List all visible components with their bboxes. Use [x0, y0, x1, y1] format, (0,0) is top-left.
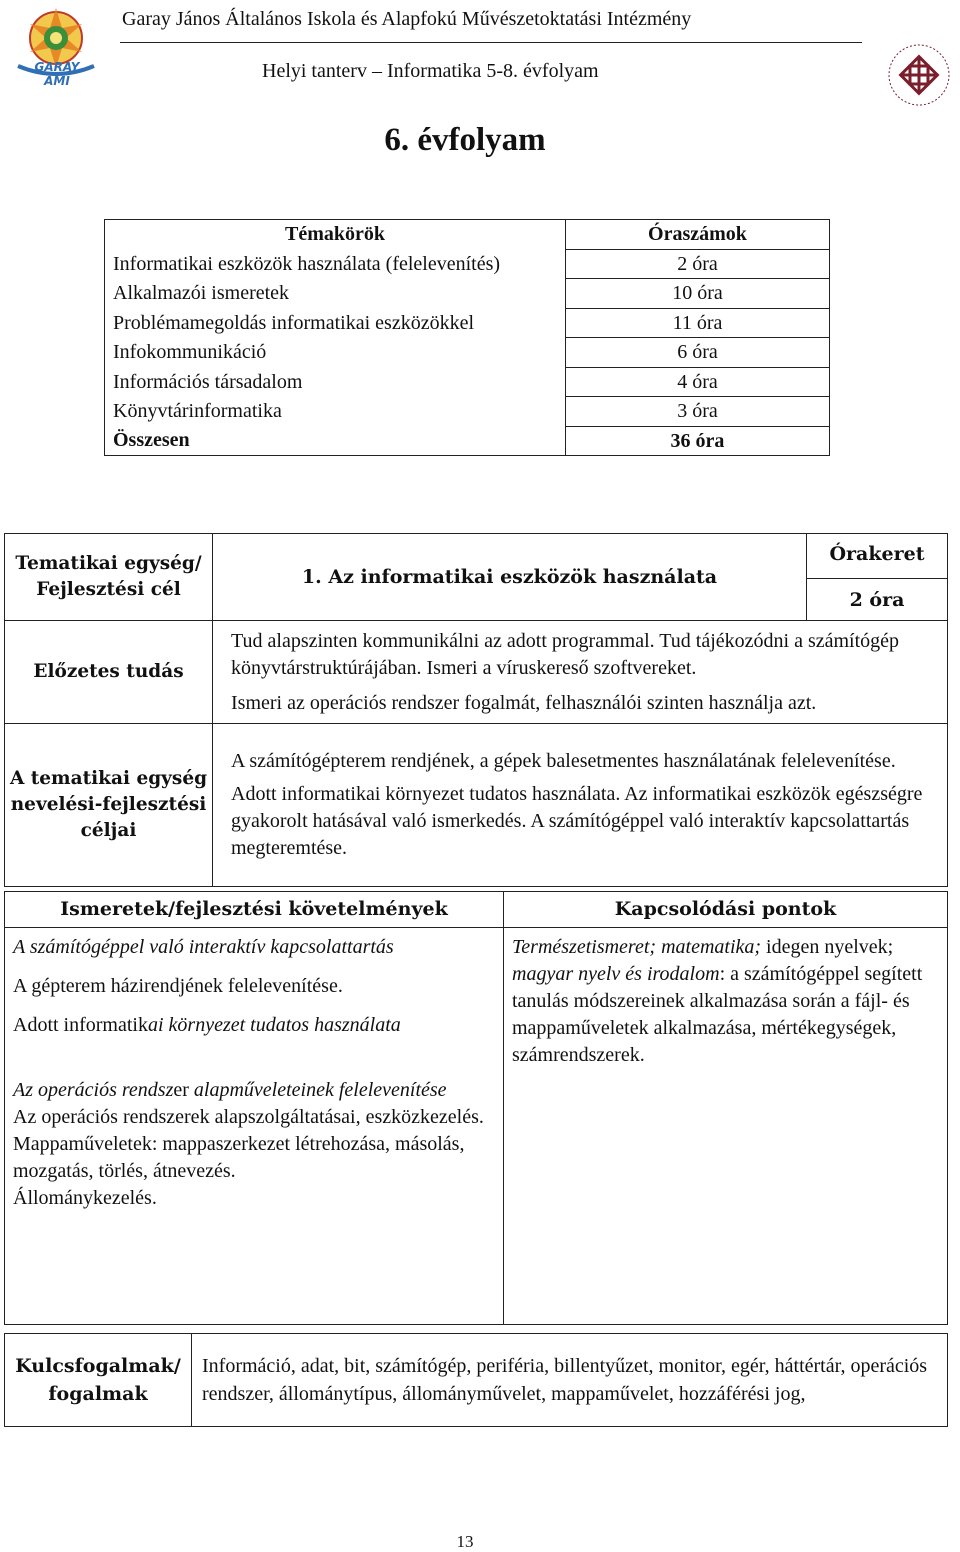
connection-text: idegen nyelvek; — [761, 936, 894, 958]
requirement-line: Az operációs rendszerek alapszolgáltatásai, eszközkezelés. — [13, 1106, 484, 1128]
goals-text-1: A számítógépterem rendjének, a gépek balesetmentes használatának felelevenítése. — [231, 750, 896, 772]
topic-cell: Infokommunikáció — [105, 338, 566, 368]
requirement-line-italic: ai környezet tudatos használata — [147, 1014, 401, 1036]
connection-subjects: magyar nyelv és irodalom — [512, 963, 720, 985]
connection-subjects: Természetismeret; matematika; — [512, 936, 762, 958]
page-number: 13 — [456, 1532, 474, 1551]
prior-text-2: Ismeri az operációs rendszer fogalmát, felhasználói szinten használja azt. — [231, 691, 817, 714]
requirements-content — [5, 928, 504, 1325]
topic-cell: Problémamegoldás informatikai eszközökkel — [105, 308, 566, 338]
topic-cell: Alkalmazói ismeretek — [105, 279, 566, 309]
hours-cell: 6 óra — [566, 338, 830, 368]
key-concepts-label: Kulcsfogalmak/ fogalmak — [5, 1334, 192, 1427]
orakeret-cell — [807, 534, 948, 621]
unit-title-row — [5, 534, 948, 621]
requirement-line-italic: Az operációs rendsz — [13, 1079, 174, 1101]
hours-header: Óraszámok — [566, 220, 830, 250]
unit-table — [4, 533, 948, 887]
goals-text-2: Adott informatikai környezet tudatos használata. Az informatikai eszközök egészségre gyakorolt hatásával való ismerkedés. A számítógéppel való interaktív kapcsolattartás megteremtése. — [231, 783, 923, 859]
header-rule — [120, 42, 862, 43]
goals-label: A tematikai egység nevelési-fejlesztési céljai — [5, 724, 213, 887]
table-row — [105, 308, 830, 338]
requirements-table — [4, 891, 948, 1325]
connections-content — [504, 928, 948, 1325]
orakeret-label: Órakeret — [829, 542, 925, 565]
topics-header: Témakörök — [105, 220, 566, 250]
requirements-row — [5, 928, 948, 1325]
total-label: Összesen — [105, 426, 566, 456]
school-name: Garay János Általános Iskola és Alapfokú Művészetoktatási Intézmény — [122, 8, 692, 30]
topic-cell: Informatikai eszközök használata (felelevenítés) — [105, 249, 566, 279]
table-row — [105, 279, 830, 309]
hours-cell: 11 óra — [566, 308, 830, 338]
requirement-line: Adott informatik — [13, 1014, 148, 1036]
logo-text: GARAY AMI — [34, 60, 80, 88]
goals-row — [5, 724, 948, 887]
topic-cell: Információs társadalom — [105, 367, 566, 397]
requirement-line: A számítógéppel való interaktív kapcsolattartás — [13, 936, 394, 958]
curriculum-subtitle: Helyi tanterv – Informatika 5-8. évfolyam — [262, 60, 599, 82]
topic-cell: Könyvtárinformatika — [105, 397, 566, 427]
requirement-line: er — [173, 1079, 189, 1101]
table-row — [105, 367, 830, 397]
requirements-header-row — [5, 892, 948, 928]
prior-label: Előzetes tudás — [5, 621, 213, 724]
table-row — [105, 338, 830, 368]
emblem-logo — [884, 40, 954, 110]
orakeret-value: 2 óra — [807, 578, 947, 614]
key-concepts-row — [5, 1334, 948, 1427]
prior-text-1: Tud alapszinten kommunikálni az adott programmal. Tud tájékozódni a számítógép könyvtárstruktúrájában. Ismeri a víruskereső szoftvereket. — [231, 629, 900, 679]
table-row — [105, 397, 830, 427]
school-logo — [10, 8, 102, 88]
unit-label: Tematikai egység/ Fejlesztési cél — [5, 534, 213, 621]
page-title: 6. évfolyam — [384, 122, 546, 158]
key-concepts-table — [4, 1333, 948, 1427]
hours-cell: 2 óra — [566, 249, 830, 279]
requirements-header: Ismeretek/fejlesztési követelmények — [5, 892, 504, 928]
topics-header-row — [105, 220, 830, 250]
key-concepts-value: Információ, adat, bit, számítógép, periféria, billentyűzet, monitor, egér, háttértár, operációs rendszer, állománytípus, állományművelet, mappaművelet, hozzáférési jog, — [192, 1334, 948, 1427]
connection-text: : a számítógéppel segített tanulás módszereinek alkalmazása során a fájl- és mappaműveletek alkalmazása, mértékegységek, számrendszerek. — [512, 963, 923, 1066]
requirement-line: Állománykezelés. — [13, 1187, 157, 1209]
total-row — [105, 426, 830, 456]
hours-cell: 3 óra — [566, 397, 830, 427]
connections-header: Kapcsolódási pontok — [504, 892, 948, 928]
prior-content — [213, 621, 948, 724]
hours-cell: 10 óra — [566, 279, 830, 309]
requirement-line: A gépterem házirendjének felelevenítése. — [13, 975, 343, 997]
hours-cell: 4 óra — [566, 367, 830, 397]
prior-knowledge-row — [5, 621, 948, 724]
table-row — [105, 249, 830, 279]
topics-table — [104, 219, 830, 456]
total-hours: 36 óra — [566, 426, 830, 456]
requirement-line-italic: alapműveleteinek felelevenítése — [188, 1079, 447, 1101]
goals-content — [213, 724, 948, 887]
unit-title: 1. Az informatikai eszközök használata — [213, 534, 807, 621]
requirement-line: Mappaműveletek: mappaszerkezet létrehozása, másolás, mozgatás, törlés, átnevezés. — [13, 1133, 465, 1182]
